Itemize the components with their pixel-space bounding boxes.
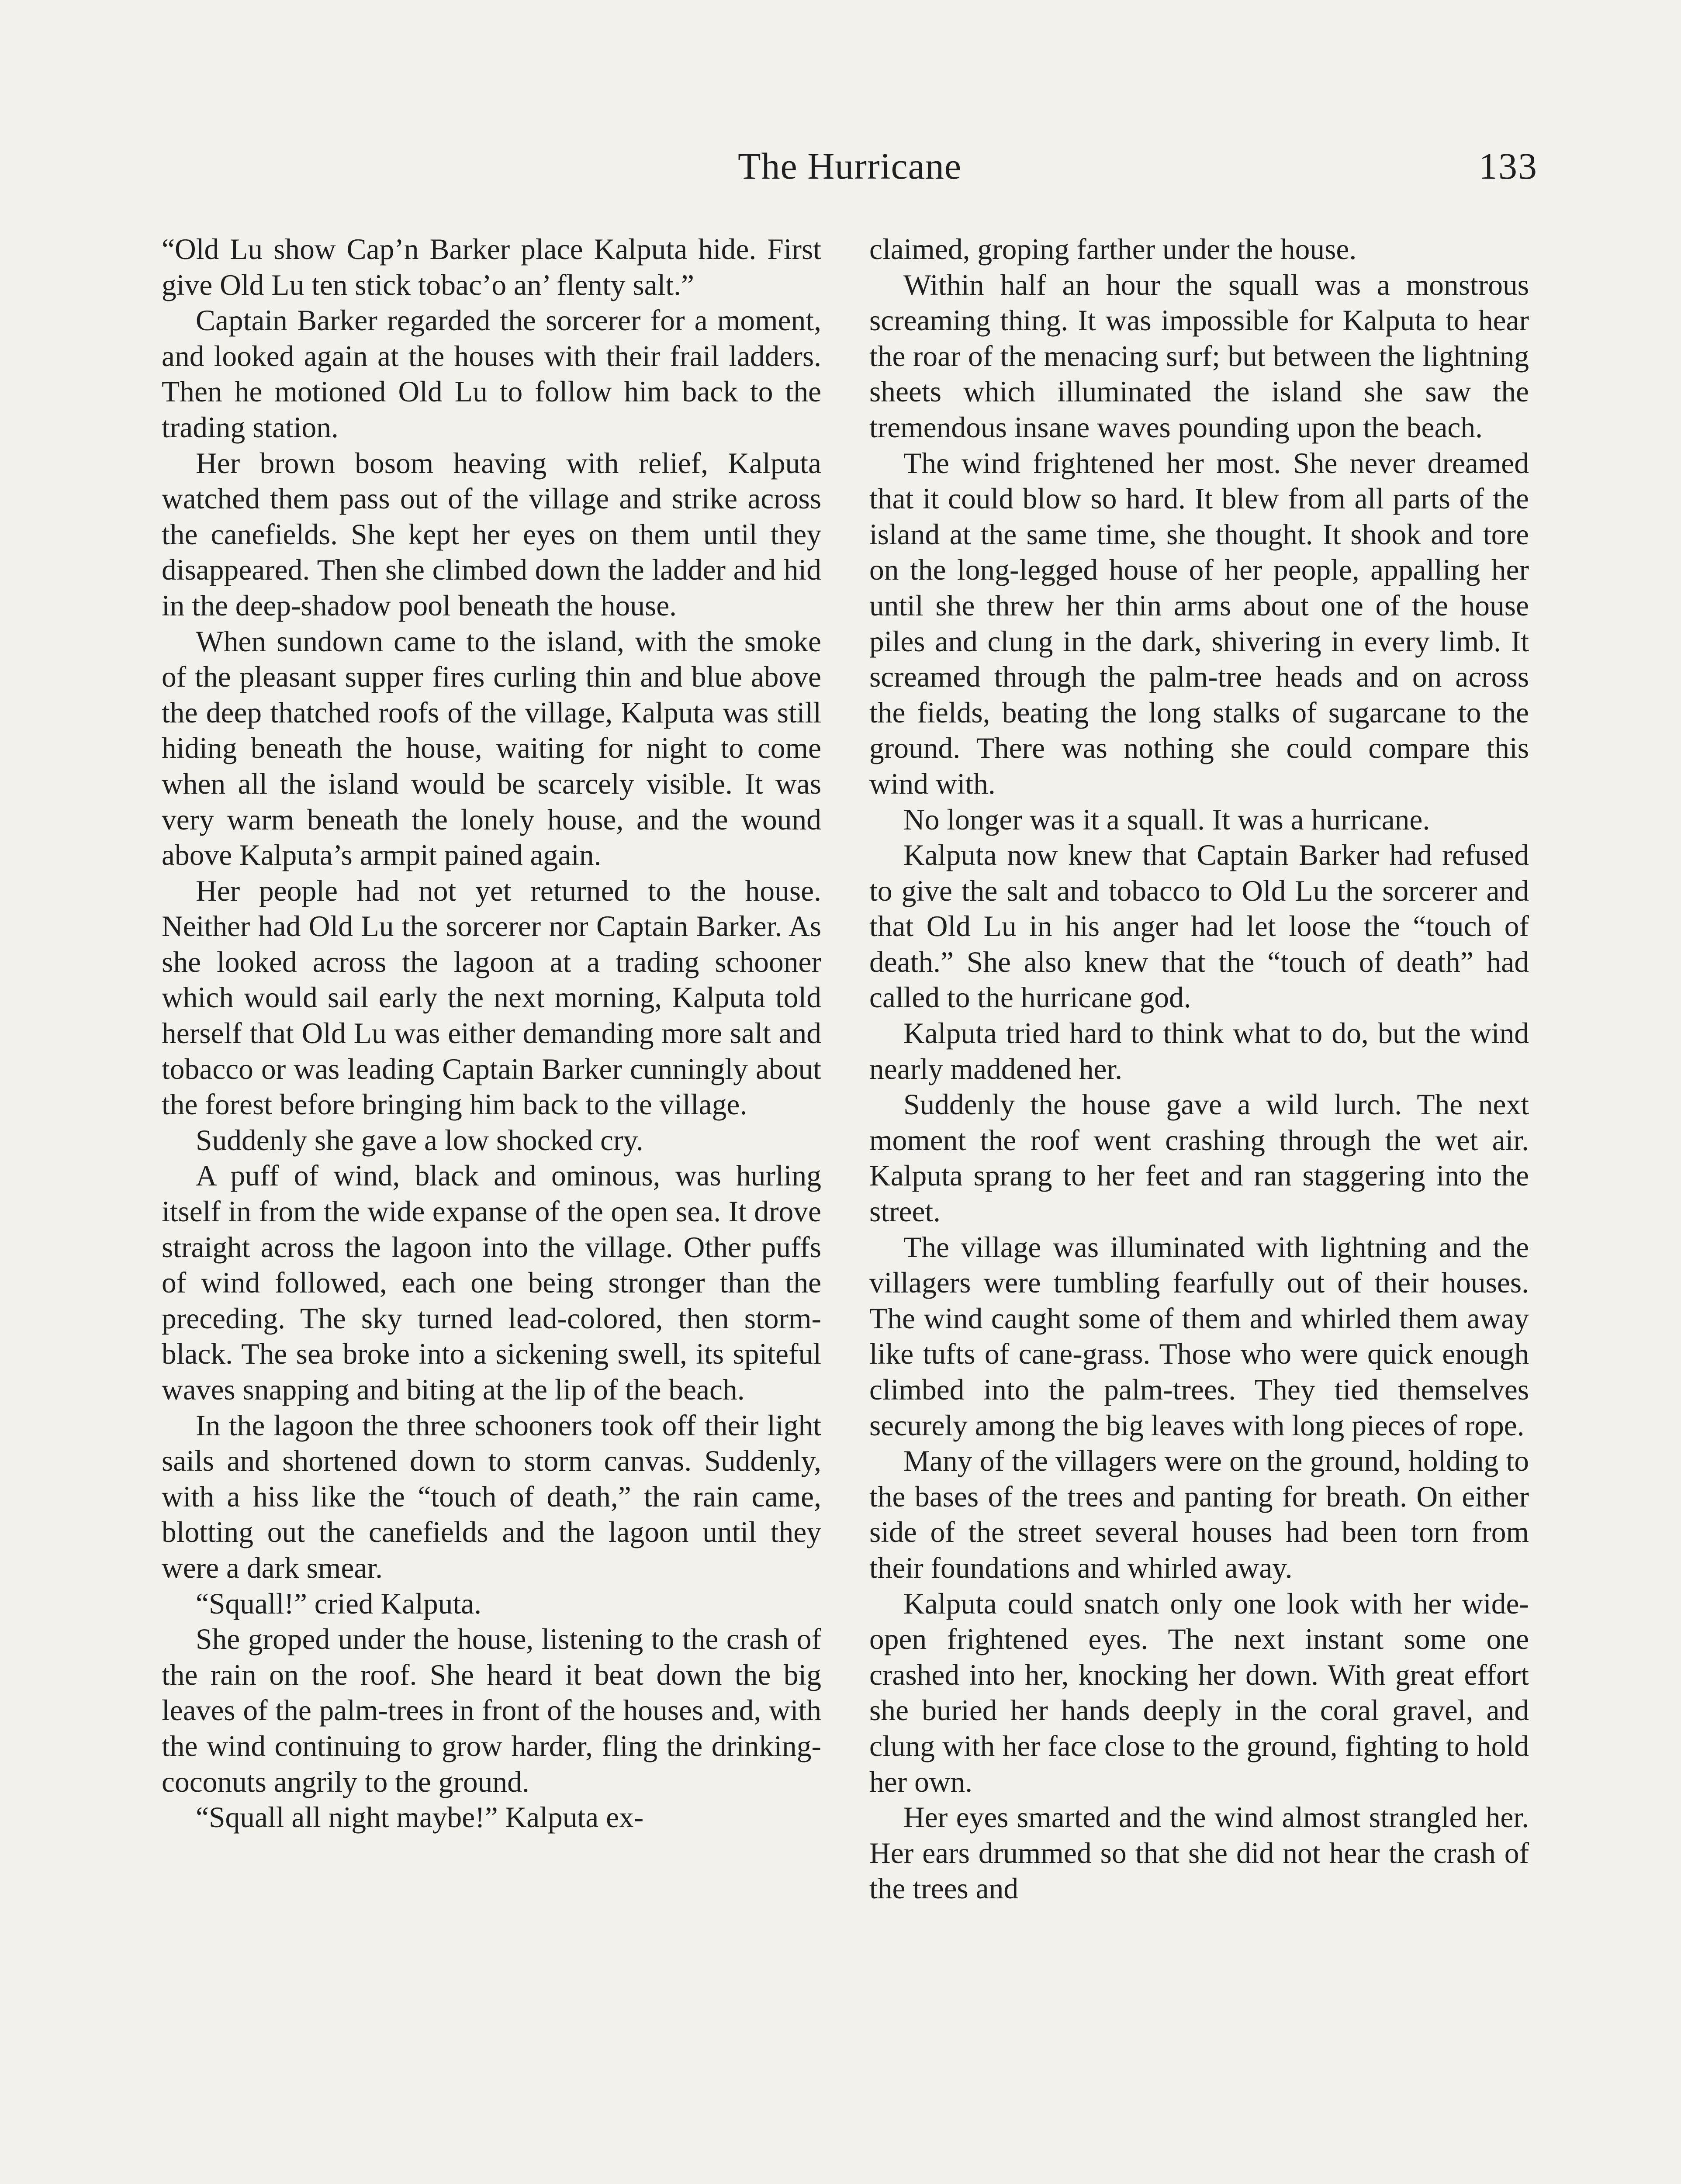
- page-number: 133: [1479, 145, 1538, 187]
- paragraph: “Old Lu show Cap’n Barker place Kalputa hide. First give Old Lu ten stick tobac’o an’ flenty salt.”: [162, 233, 821, 301]
- paragraph: When sundown came to the island, with the smoke of the pleasant supper fires curling thin and blue above the deep thatched roofs of the village, Kalputa was still hiding beneath the house, waiting for night to come when all the island would be scarcely visible. It was very warm beneath the lonely house, and the wound above Kalputa’s armpit pained again.: [162, 625, 821, 872]
- paragraph: In the lagoon the three schooners took off their light sails and shortened down to storm canvas. Suddenly, with a hiss like the “touch of death,” the rain came, blotting out the canefields and the lagoon until they were a dark smear.: [162, 1409, 821, 1584]
- paragraph: The wind frightened her most. She never dreamed that it could blow so hard. It blew from all parts of the island at the same time, she thought. It shook and tore on the long-legged house of her people, appalling her until she threw her thin arms about one of the house piles and clung in the dark, shivering in every limb. It screamed through the palm-tree heads and on across the fields, beating the long stalks of sugarcane to the ground. There was nothing she could compare this wind with.: [869, 446, 1529, 800]
- paragraph: “Squall!” cried Kalputa.: [196, 1587, 482, 1620]
- paragraph: “Squall all night maybe!” Kalputa ex-: [196, 1801, 644, 1834]
- paragraph: Her eyes smarted and the wind almost strangled her. Her ears drummed so that she did not hear the crash of the trees and: [869, 1801, 1529, 1905]
- paragraph: Her people had not yet returned to the house. Neither had Old Lu the sorcerer nor Captain Barker. As she looked across the lagoon at a trading schooner which would sail early the next morning, Kalputa told herself that Old Lu was either demanding more salt and tobacco or was leading Captain Barker cunningly about the forest before bringing him back to the village.: [162, 874, 821, 1121]
- paragraph: Kalputa could snatch only one look with her wide-open frightened eyes. The next instant some one crashed into her, knocking her down. With great effort she buried her hands deeply in the coral gravel, and clung with her face close to the ground, fighting to hold her own.: [869, 1587, 1529, 1798]
- paragraph: She groped under the house, listening to the crash of the rain on the roof. She heard it beat down the big leaves of the palm-trees in front of the houses and, with the wind continuing to grow harder, fling the drinking-coconuts angrily to the ground.: [162, 1623, 821, 1798]
- paragraph-continued: claimed, groping farther under the house.: [869, 233, 1357, 266]
- paragraph: Many of the villagers were on the ground, holding to the bases of the trees and panting for breath. On either side of the street several houses had been torn from their foundations and whirled away.: [869, 1444, 1529, 1584]
- paragraph: Kalputa now knew that Captain Barker had refused to give the salt and tobacco to Old Lu the sorcerer and that Old Lu in his anger had let loose the “touch of death.” She also knew that the “touch of death” had called to the hurricane god.: [869, 839, 1529, 1014]
- paragraph: Kalputa tried hard to think what to do, but the wind nearly maddened her.: [869, 1017, 1529, 1085]
- paragraph: A puff of wind, black and ominous, was hurling itself in from the wide expanse of the open sea. It drove straight across the lagoon into the village. Other puffs of wind followed, each one being stronger than the preceding. The sky turned lead-colored, then storm-black. The sea broke into a sickening swell, its spiteful waves snapping and biting at the lip of the beach.: [162, 1159, 821, 1406]
- left-column: [162, 232, 821, 2184]
- page-header: [162, 144, 1538, 210]
- paragraph: Within half an hour the squall was a monstrous screaming thing. It was impossible for Kalputa to hear the roar of the menacing surf; but between the lightning sheets which illuminated the island she saw the tremendous insane waves pounding upon the beach.: [869, 268, 1529, 444]
- paragraph: Suddenly the house gave a wild lurch. The next moment the roof went crashing through the wet air. Kalputa sprang to her feet and ran staggering into the street.: [869, 1088, 1529, 1228]
- running-title: The Hurricane: [738, 145, 962, 187]
- paragraph: Captain Barker regarded the sorcerer for a moment, and looked again at the houses with their frail ladders. Then he motioned Old Lu to follow him back to the trading station.: [162, 304, 821, 444]
- text-columns: [162, 232, 1529, 2184]
- paragraph: The village was illuminated with lightning and the villagers were tumbling fearfully out of their houses. The wind caught some of them and whirled them away like tufts of cane-grass. Those who were quick enough climbed into the palm-trees. They tied themselves securely among the big leaves with long pieces of rope.: [869, 1230, 1529, 1442]
- paragraph: No longer was it a squall. It was a hurricane.: [903, 803, 1430, 836]
- paragraph: Her brown bosom heaving with relief, Kalputa watched them pass out of the village and strike across the canefields. She kept her eyes on them until they disappeared. Then she climbed down the ladder and hid in the deep-shadow pool beneath the house.: [162, 446, 821, 622]
- paragraph: Suddenly she gave a low shocked cry.: [196, 1123, 643, 1157]
- right-column: [869, 232, 1529, 2184]
